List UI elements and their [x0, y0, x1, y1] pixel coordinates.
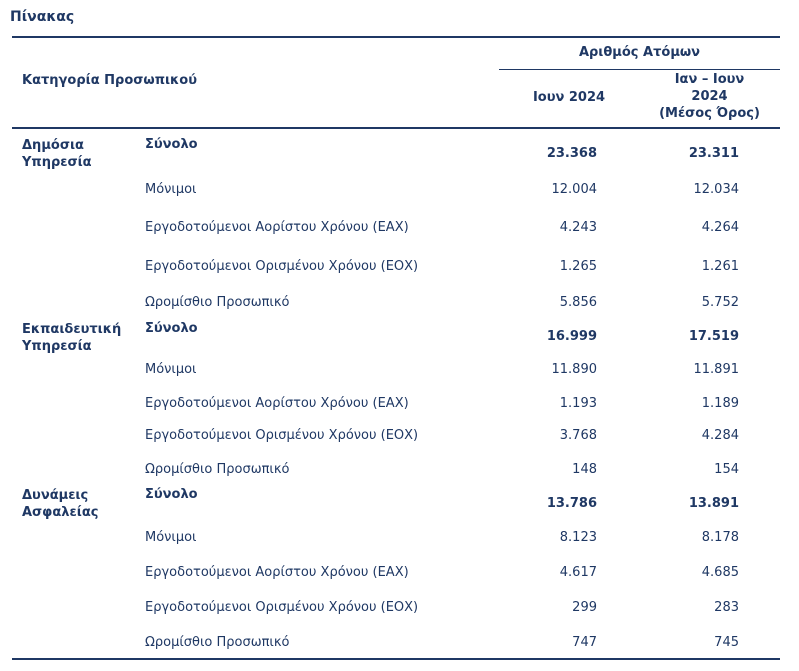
- cell-average: 4.284: [701, 428, 739, 443]
- row-label: Εργοδοτούμενοι Ορισμένου Χρόνου (ΕΟΧ): [145, 428, 419, 443]
- row-label: Σύνολο: [145, 137, 198, 152]
- cell-average: 1.261: [701, 259, 739, 274]
- column-header-average-line1: Ιαν – Ιουν: [674, 72, 745, 87]
- cell-june: 4.617: [559, 565, 597, 580]
- cell-june: 5.856: [559, 295, 597, 310]
- cell-june: 8.123: [559, 530, 597, 545]
- cell-june: 23.368: [546, 146, 597, 161]
- column-header-average: [639, 71, 780, 122]
- row-label: Σύνολο: [145, 487, 198, 502]
- bottom-rule: [12, 658, 780, 660]
- row-label: Ωρομίσθιο Προσωπικό: [145, 462, 290, 477]
- top-rule: [12, 36, 780, 38]
- row-label: Μόνιμοι: [145, 362, 197, 377]
- column-header-june: Ιουν 2024: [532, 90, 606, 105]
- cell-average: 745: [714, 635, 739, 650]
- cell-june: 4.243: [559, 220, 597, 235]
- row-label: Ωρομίσθιο Προσωπικό: [145, 635, 290, 650]
- group-underline: [499, 69, 780, 70]
- cell-june: 299: [572, 600, 597, 615]
- cell-average: 17.519: [688, 329, 739, 344]
- category-public-service: [22, 137, 92, 171]
- category-line: Εκπαιδευτική: [22, 322, 122, 337]
- cell-average: 8.178: [701, 530, 739, 545]
- cell-june: 13.786: [546, 496, 597, 511]
- category-line: Δυνάμεις: [22, 488, 89, 503]
- cell-average: 11.891: [693, 362, 739, 377]
- cell-average: 5.752: [701, 295, 739, 310]
- cell-average: 4.264: [701, 220, 739, 235]
- row-label: Σύνολο: [145, 321, 198, 336]
- cell-average: 154: [714, 462, 739, 477]
- category-security-forces: [22, 487, 98, 521]
- cell-june: 1.265: [559, 259, 597, 274]
- row-label: Εργοδοτούμενοι Αορίστου Χρόνου (ΕΑΧ): [145, 220, 409, 235]
- row-label: Εργοδοτούμενοι Αορίστου Χρόνου (ΕΑΧ): [145, 565, 409, 580]
- cell-average: 1.189: [701, 396, 739, 411]
- row-label: Εργοδοτούμενοι Ορισμένου Χρόνου (ΕΟΧ): [145, 600, 419, 615]
- cell-june: 3.768: [559, 428, 597, 443]
- header-rule: [12, 127, 780, 129]
- column-header-average-line3: (Μέσος Όρος): [659, 106, 760, 121]
- cell-average: 13.891: [688, 496, 739, 511]
- category-education-service: [22, 321, 121, 355]
- cell-june: 1.193: [559, 396, 597, 411]
- row-label: Εργοδοτούμενοι Αορίστου Χρόνου (ΕΑΧ): [145, 396, 409, 411]
- row-label: Εργοδοτούμενοι Ορισμένου Χρόνου (ΕΟΧ): [145, 259, 419, 274]
- cell-june: 12.004: [551, 182, 597, 197]
- column-header-category: Κατηγορία Προσωπικού: [22, 73, 198, 88]
- cell-june: 11.890: [551, 362, 597, 377]
- category-line: Ασφαλείας: [22, 505, 99, 520]
- cell-june: 747: [572, 635, 597, 650]
- cell-average: 283: [714, 600, 739, 615]
- cell-june: 16.999: [546, 329, 597, 344]
- category-line: Υπηρεσία: [22, 155, 92, 170]
- cell-average: 12.034: [693, 182, 739, 197]
- cell-average: 23.311: [688, 146, 739, 161]
- category-line: Υπηρεσία: [22, 339, 92, 354]
- category-line: Δημόσια: [22, 138, 84, 153]
- cell-june: 148: [572, 462, 597, 477]
- column-header-average-line2: 2024: [691, 89, 728, 104]
- column-group-header: Αριθμός Ατόμων: [578, 45, 701, 60]
- row-label: Ωρομίσθιο Προσωπικό: [145, 295, 290, 310]
- table-caption: Πίνακας: [10, 9, 75, 25]
- row-label: Μόνιμοι: [145, 530, 197, 545]
- row-label: Μόνιμοι: [145, 182, 197, 197]
- cell-average: 4.685: [701, 565, 739, 580]
